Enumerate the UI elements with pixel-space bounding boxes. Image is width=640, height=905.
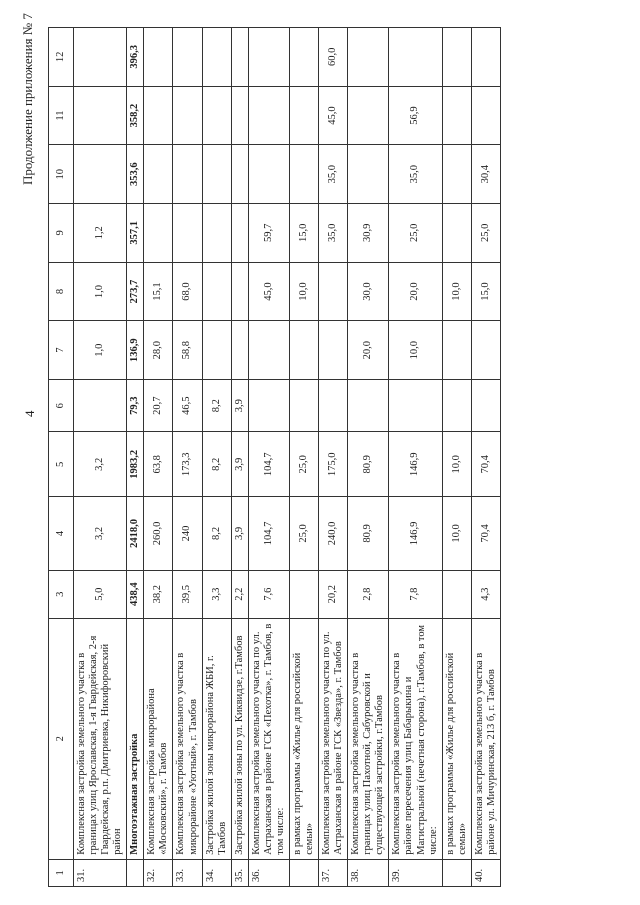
value-cell: 10,0 [389,321,442,380]
value-cell: 136,9 [127,321,144,380]
value-cell [202,28,231,87]
value-cell [348,28,389,87]
value-cell [173,28,202,87]
value-cell: 45,0 [248,262,289,321]
row-number-cell [289,859,318,886]
value-cell: 2418,0 [127,497,144,570]
value-cell: 146,9 [389,432,442,497]
table-row [319,28,348,887]
appendix-continuation-label: Продолжение приложения № 7 [20,13,35,185]
column-header: 10 [49,145,74,204]
value-cell [289,570,318,618]
value-cell [231,262,248,321]
value-cell: 80,9 [348,432,389,497]
value-cell: 68,0 [173,262,202,321]
value-cell [248,145,289,204]
object-name-cell: Комплексная застройка земельного участка по ул. Астраханская в районе ГСК «Пехотка», г. Тамбов, в том числе: [248,618,289,859]
object-name-cell: Комплексная застройка земельного участка по ул. Астраханская в районе ГСК «Звезда», г. Тамбов [319,618,348,859]
value-cell: 63,8 [144,432,173,497]
column-header: 9 [49,204,74,263]
value-cell: 173,3 [173,432,202,497]
table-row [348,28,389,887]
table-row [442,28,471,887]
row-number-cell: 36. [248,859,289,886]
value-cell: 35,0 [319,204,348,263]
value-cell: 260,0 [144,497,173,570]
table-row [127,28,144,887]
value-cell: 3,9 [231,497,248,570]
value-cell [471,86,500,145]
value-cell [389,28,442,87]
value-cell: 273,7 [127,262,144,321]
value-cell: 175,0 [319,432,348,497]
value-cell: 20,0 [348,321,389,380]
table-row [202,28,231,887]
object-name-cell: Застройка жилой зоны микрорайона ЖБИ, г. Тамбов [202,618,231,859]
value-cell: 30,4 [471,145,500,204]
value-cell [202,204,231,263]
value-cell: 240 [173,497,202,570]
object-name-cell: Комплексная застройка земельного участка в районе ул. Мичуринская, 213 б, г. Тамбов [471,618,500,859]
value-cell [74,380,127,432]
value-cell [471,321,500,380]
value-cell: 1983,2 [127,432,144,497]
value-cell: 35,0 [319,145,348,204]
value-cell: 4,3 [471,570,500,618]
value-cell: 58,8 [173,321,202,380]
value-cell [173,86,202,145]
value-cell: 56,9 [389,86,442,145]
column-header-row [49,28,74,887]
table-row [389,28,442,887]
value-cell: 5,0 [74,570,127,618]
value-cell: 7,6 [248,570,289,618]
value-cell: 46,5 [173,380,202,432]
value-cell: 15,1 [144,262,173,321]
object-name-cell: Комплексная застройка земельного участка в границах улиц Ярославская, 1-я Гвардейская, 2-я Гвардейская, р.п. Дмитриевка, Никифоровский район [74,618,127,859]
value-cell [144,86,173,145]
value-cell: 1,0 [74,321,127,380]
value-cell: 25,0 [389,204,442,263]
column-header: 1 [49,859,74,886]
row-number-cell: 37. [319,859,348,886]
value-cell: 20,2 [319,570,348,618]
row-number-cell: 38. [348,859,389,886]
value-cell [289,321,318,380]
object-name-cell: Комплексная застройка микрорайона «Московский», г. Тамбов [144,618,173,859]
value-cell: 15,0 [471,262,500,321]
column-header: 3 [49,570,74,618]
value-cell [74,28,127,87]
value-cell [442,380,471,432]
table-row [173,28,202,887]
column-header: 8 [49,262,74,321]
value-cell [144,204,173,263]
value-cell [248,321,289,380]
table-row [471,28,500,887]
table-row [248,28,289,887]
value-cell [471,380,500,432]
page-number: 4 [22,410,37,417]
value-cell: 1,2 [74,204,127,263]
row-number-cell: 39. [389,859,442,886]
value-cell [442,145,471,204]
value-cell: 3,2 [74,497,127,570]
value-cell [144,28,173,87]
object-name-cell: Комплексная застройка земельного участка в границах улиц Пахотной, Сабуровской и существующей застройки, г.Тамбов [348,618,389,859]
value-cell [442,86,471,145]
value-cell [348,380,389,432]
row-number-cell: 34. [202,859,231,886]
value-cell: 396,3 [127,28,144,87]
value-cell: 30,0 [348,262,389,321]
value-cell: 146,9 [389,497,442,570]
value-cell [442,570,471,618]
value-cell [202,145,231,204]
value-cell [202,321,231,380]
value-cell: 353,6 [127,145,144,204]
value-cell [319,321,348,380]
value-cell: 3,2 [74,432,127,497]
value-cell [231,204,248,263]
value-cell: 357,1 [127,204,144,263]
value-cell [348,86,389,145]
value-cell: 1,0 [74,262,127,321]
value-cell: 79,3 [127,380,144,432]
value-cell: 20,7 [144,380,173,432]
row-number-cell [442,859,471,886]
value-cell: 20,0 [389,262,442,321]
value-cell: 358,2 [127,86,144,145]
value-cell: 438,4 [127,570,144,618]
value-cell: 2,2 [231,570,248,618]
object-name-cell: в рамках программы «Жилье для российской семьи» [442,618,471,859]
value-cell: 8,2 [202,497,231,570]
row-number-cell: 35. [231,859,248,886]
value-cell [248,380,289,432]
value-cell [319,380,348,432]
value-cell: 25,0 [289,432,318,497]
value-cell: 3,3 [202,570,231,618]
value-cell [389,380,442,432]
value-cell: 3,9 [231,380,248,432]
object-name-cell: Комплексная застройка земельного участка в районе пересечения улиц Бабарыкина и Магистральной (нечетная сторона), г.Тамбов, в том числе: [389,618,442,859]
value-cell: 7,8 [389,570,442,618]
row-number-cell: 33. [173,859,202,886]
table-row [144,28,173,887]
value-cell [289,380,318,432]
table-row [74,28,127,887]
value-cell: 28,0 [144,321,173,380]
value-cell: 10,0 [289,262,318,321]
value-cell [319,262,348,321]
value-cell: 3,9 [231,432,248,497]
value-cell: 80,9 [348,497,389,570]
value-cell [202,262,231,321]
value-cell: 104,7 [248,432,289,497]
value-cell: 38,2 [144,570,173,618]
table-row [289,28,318,887]
value-cell: 70,4 [471,497,500,570]
row-number-cell: 32. [144,859,173,886]
value-cell [289,28,318,87]
value-cell [231,86,248,145]
row-number-cell: 40. [471,859,500,886]
value-cell [442,204,471,263]
value-cell: 25,0 [471,204,500,263]
value-cell [248,28,289,87]
column-header: 11 [49,86,74,145]
table-row [231,28,248,887]
value-cell: 45,0 [319,86,348,145]
object-name-cell: Многоэтажная застройка [127,618,144,859]
value-cell [442,28,471,87]
value-cell [442,321,471,380]
column-header: 4 [49,497,74,570]
value-cell [144,145,173,204]
value-cell: 70,4 [471,432,500,497]
value-cell: 60,0 [319,28,348,87]
value-cell [173,204,202,263]
value-cell [471,28,500,87]
value-cell [231,145,248,204]
column-header: 12 [49,28,74,87]
object-name-cell: Комплексная застройка земельного участка в микрорайоне «Уютный», г. Тамбов [173,618,202,859]
value-cell: 25,0 [289,497,318,570]
construction-table [48,27,501,887]
object-name-cell: Застройка жилой зоны по ул. Киквидзе, г.Тамбов [231,618,248,859]
value-cell [248,86,289,145]
row-number-cell [127,859,144,886]
value-cell [348,145,389,204]
value-cell: 240,0 [319,497,348,570]
value-cell [231,321,248,380]
column-header: 6 [49,380,74,432]
value-cell: 8,2 [202,380,231,432]
value-cell [231,28,248,87]
value-cell [74,145,127,204]
row-number-cell: 31. [74,859,127,886]
value-cell: 10,0 [442,497,471,570]
value-cell: 2,8 [348,570,389,618]
value-cell: 10,0 [442,432,471,497]
value-cell [289,145,318,204]
value-cell: 59,7 [248,204,289,263]
value-cell: 30,9 [348,204,389,263]
object-name-cell: в рамках программы «Жилье для российской семьи» [289,618,318,859]
value-cell: 39,5 [173,570,202,618]
column-header: 7 [49,321,74,380]
value-cell: 10,0 [442,262,471,321]
value-cell: 15,0 [289,204,318,263]
value-cell [289,86,318,145]
value-cell: 104,7 [248,497,289,570]
column-header: 5 [49,432,74,497]
value-cell [74,86,127,145]
column-header: 2 [49,618,74,859]
value-cell [173,145,202,204]
value-cell: 35,0 [389,145,442,204]
table-body [74,28,501,887]
value-cell: 8,2 [202,432,231,497]
value-cell [202,86,231,145]
